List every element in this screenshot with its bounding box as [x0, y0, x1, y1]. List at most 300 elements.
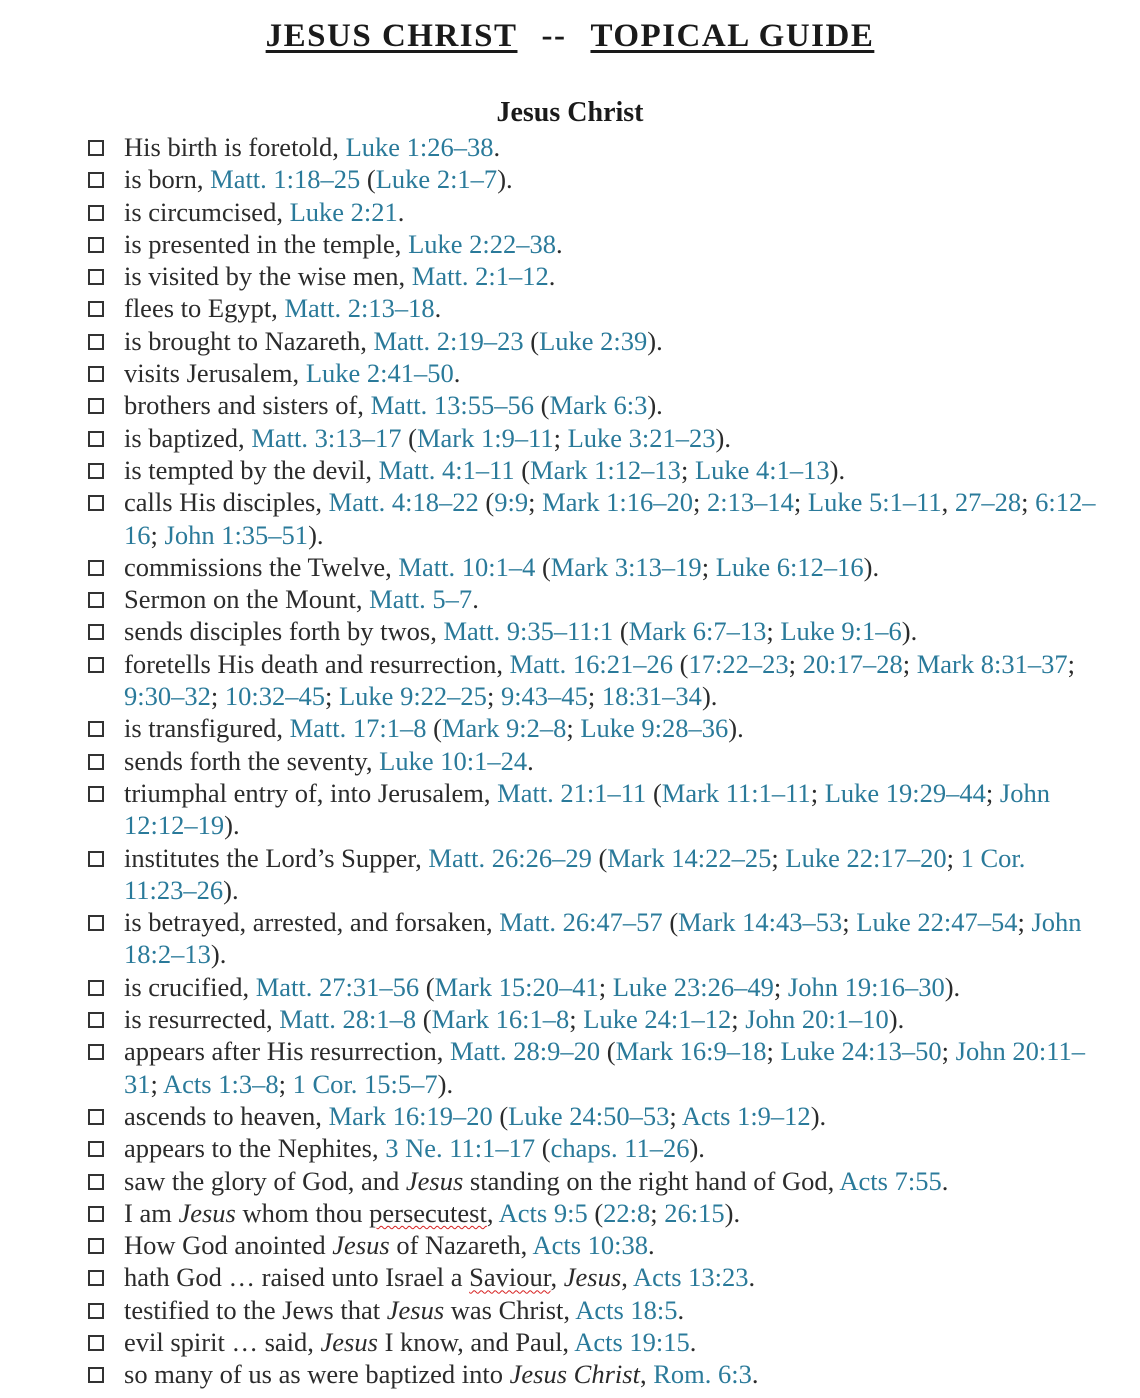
entry-text [124, 842, 1098, 907]
text-segment: ; [985, 777, 1000, 808]
checkbox[interactable] [88, 915, 104, 931]
text-segment: . [677, 1294, 685, 1325]
scripture-reference-link[interactable]: Matt. 17:1–8 [289, 713, 427, 744]
text-segment: ). [308, 519, 324, 550]
text-segment: evil spirit … said, [124, 1326, 321, 1357]
text-segment: commissions the Twelve, [124, 551, 399, 582]
list-item [88, 615, 1098, 647]
entry-text [124, 163, 1098, 195]
scripture-reference-link[interactable]: Acts 19:15 [574, 1326, 690, 1357]
emphasized-text: Jesus Christ [509, 1359, 640, 1390]
text-segment: . [453, 358, 461, 389]
text-segment: so many of us as were baptized into [124, 1359, 510, 1390]
text-segment: I am [124, 1197, 179, 1228]
checkbox[interactable] [88, 301, 104, 317]
scripture-reference-link[interactable]: Acts 10:38 [532, 1230, 649, 1261]
text-segment: is resurrected, [124, 1004, 280, 1035]
list-item [88, 1197, 1098, 1229]
scripture-reference-link[interactable]: Luke 22:17–20 [785, 842, 947, 873]
text-segment: ascends to heaven, [124, 1100, 329, 1131]
scripture-reference-link[interactable]: 9:30–32 [124, 681, 211, 712]
scripture-reference-link[interactable]: Luke 2:39 [539, 325, 648, 356]
checkbox[interactable] [88, 140, 104, 156]
scripture-reference-link[interactable]: Luke 3:21–23 [567, 422, 716, 453]
checkbox[interactable] [88, 560, 104, 576]
scripture-reference-link[interactable]: Mark 1:9–11 [416, 422, 554, 453]
checkbox[interactable] [88, 1044, 104, 1060]
checkbox[interactable] [88, 237, 104, 253]
checkbox[interactable] [88, 980, 104, 996]
scripture-reference-link[interactable]: Luke 9:1–6 [780, 616, 902, 647]
scripture-reference-link[interactable]: Mark 6:3 [549, 390, 648, 421]
scripture-reference-link[interactable]: Matt. 21:1–11 [497, 777, 647, 808]
title-right: TOPICAL GUIDE [590, 18, 875, 54]
scripture-reference-link[interactable]: Mark 8:31–37 [916, 648, 1068, 679]
scripture-reference-link[interactable]: 1 Cor. 11:23–26 [124, 842, 1026, 905]
entry-text [124, 196, 1098, 228]
scripture-reference-link[interactable]: Luke 24:13–50 [780, 1036, 942, 1067]
emphasized-text: Jesus [386, 1294, 445, 1325]
text-segment: ). [701, 681, 718, 712]
text-segment: ( [600, 1036, 616, 1067]
text-segment: ). [210, 939, 227, 970]
scripture-reference-link[interactable]: Mark 14:43–53 [678, 907, 843, 938]
checkbox[interactable] [88, 624, 104, 640]
scripture-reference-link[interactable]: 22:8 [603, 1197, 651, 1228]
text-segment: ; [566, 713, 581, 744]
text-segment: . [397, 196, 405, 227]
text-segment: is tempted by the devil, [124, 454, 379, 485]
list-item [88, 583, 1098, 615]
list-item [88, 1100, 1098, 1132]
text-segment: , [621, 1262, 633, 1293]
scripture-reference-link[interactable]: 17:22–23 [688, 648, 789, 679]
scripture-reference-link[interactable]: Matt. 26:47–57 [499, 907, 663, 938]
scripture-reference-link[interactable]: Matt. 5–7 [369, 584, 473, 615]
scripture-reference-link[interactable]: Matt. 2:13–18 [284, 293, 435, 324]
text-segment: is transfigured, [124, 713, 290, 744]
text-segment: ; [701, 551, 716, 582]
checkbox[interactable] [88, 269, 104, 285]
scripture-reference-link[interactable]: 27–28 [954, 487, 1022, 518]
checkbox[interactable] [88, 754, 104, 770]
text-segment: foretells His death and resurrection, [124, 648, 510, 679]
text-segment: ; [902, 648, 917, 679]
list-item [88, 777, 1098, 842]
text-segment: ( [662, 907, 679, 938]
text-segment: is presented in the temple, [124, 228, 409, 259]
scripture-reference-link[interactable]: Matt. 2:1–12 [411, 261, 549, 292]
emphasized-text: Jesus [563, 1262, 622, 1293]
entry-text [124, 422, 1098, 454]
entry-text [124, 131, 1098, 163]
text-segment: triumphal entry of, into Jerusalem, [124, 777, 498, 808]
text-segment: ). [647, 390, 663, 421]
text-segment: ). [715, 422, 731, 453]
text-segment: ). [223, 874, 239, 905]
scripture-reference-link[interactable]: John 19:16–30 [787, 971, 945, 1002]
spellcheck-flagged-word: persecutest [369, 1197, 487, 1228]
list-item [88, 1358, 1098, 1390]
scripture-reference-link[interactable]: 9:43–45 [500, 681, 588, 712]
emphasized-text: Jesus [320, 1326, 378, 1357]
scripture-reference-link[interactable]: Mark 6:7–13 [628, 616, 767, 647]
text-segment: ). [829, 454, 846, 485]
scripture-reference-link[interactable]: Matt. 28:1–8 [279, 1004, 417, 1035]
list-item [88, 1132, 1098, 1164]
list-item [88, 1035, 1098, 1100]
list-item [88, 131, 1098, 163]
scripture-reference-link[interactable]: Acts 9:5 [498, 1197, 588, 1228]
text-segment: How God anointed [124, 1230, 333, 1261]
text-segment: ( [401, 422, 417, 453]
entry-text [124, 1294, 1098, 1326]
entry-text [124, 486, 1098, 551]
text-segment: ; [766, 1036, 781, 1067]
scripture-reference-link[interactable]: Mark 16:9–18 [615, 1036, 767, 1067]
text-segment: ( [360, 164, 376, 195]
text-segment: ; [793, 487, 808, 518]
text-segment: ; [1021, 487, 1036, 518]
list-item [88, 486, 1098, 551]
checkbox[interactable] [88, 1270, 104, 1286]
scripture-reference-link[interactable]: Matt. 3:13–17 [251, 422, 402, 453]
entry-text [124, 260, 1098, 292]
scripture-reference-link[interactable]: John 20:11–31 [124, 1036, 1085, 1099]
list-item [88, 906, 1098, 971]
text-segment: is betrayed, arrested, and forsaken, [124, 907, 500, 938]
scripture-reference-link[interactable]: Matt. 2:19–23 [373, 325, 524, 356]
scripture-reference-link[interactable]: Mark 14:22–25 [607, 842, 772, 873]
scripture-reference-link[interactable]: Mark 1:16–20 [542, 487, 694, 518]
scripture-reference-link[interactable]: Luke 24:50–53 [508, 1100, 670, 1131]
text-segment: ; [587, 681, 602, 712]
text-segment: ; [569, 1004, 584, 1035]
entry-text [124, 292, 1098, 324]
scripture-reference-link[interactable]: Acts 1:9–12 [681, 1100, 811, 1131]
text-segment: brothers and sisters of, [124, 390, 371, 421]
checkbox[interactable] [88, 205, 104, 221]
scripture-reference-link[interactable]: Acts 1:3–8 [163, 1068, 279, 1099]
text-segment: Sermon on the Mount, [124, 584, 370, 615]
entry-text [124, 454, 1098, 486]
text-segment: . [434, 293, 442, 324]
text-segment: of Nazareth, [389, 1230, 533, 1261]
text-segment: I know, and Paul, [377, 1326, 575, 1357]
text-segment: ; [150, 519, 165, 550]
scripture-reference-link[interactable]: Matt. 4:1–11 [378, 454, 515, 485]
checkbox[interactable] [88, 1206, 104, 1222]
entry-text [124, 325, 1098, 357]
text-segment: ; [842, 907, 857, 938]
entry-text [124, 1197, 1098, 1229]
text-segment: , [941, 487, 955, 518]
text-segment: ; [946, 842, 961, 873]
text-segment: is born, [124, 164, 211, 195]
scripture-reference-link[interactable]: Matt. 13:55–56 [370, 390, 534, 421]
list-item [88, 1003, 1098, 1035]
scripture-reference-link[interactable]: Luke 2:41–50 [305, 358, 454, 389]
scripture-reference-link[interactable]: Luke 24:1–12 [583, 1004, 732, 1035]
entry-text [124, 906, 1098, 971]
checkbox[interactable] [88, 1335, 104, 1351]
text-segment: saw the glory of God, and [124, 1165, 406, 1196]
text-segment: institutes the Lord’s Supper, [124, 842, 429, 873]
scripture-reference-link[interactable]: 2:13–14 [707, 487, 794, 518]
list-item [88, 196, 1098, 228]
text-segment: sends disciples forth by twos, [124, 616, 444, 647]
text-segment: ( [587, 1197, 604, 1228]
scripture-reference-link[interactable]: Luke 9:28–36 [580, 713, 729, 744]
scripture-reference-link[interactable]: Matt. 26:26–29 [428, 842, 592, 873]
text-segment: ( [416, 1004, 432, 1035]
text-segment: . [689, 1326, 697, 1357]
scripture-reference-link[interactable]: Acts 7:55 [839, 1165, 942, 1196]
checkbox[interactable] [88, 721, 104, 737]
checkbox[interactable] [88, 334, 104, 350]
text-segment: visits Jerusalem, [124, 358, 306, 389]
scripture-reference-link[interactable]: chaps. 11–26 [550, 1133, 690, 1164]
entry-text [124, 551, 1098, 583]
text-segment: ; [680, 454, 695, 485]
scripture-reference-link[interactable]: 20:17–28 [802, 648, 903, 679]
text-segment: ; [941, 1036, 956, 1067]
spellcheck-flagged-word: Saviour [469, 1262, 551, 1293]
scripture-reference-link[interactable]: Mark 15:20–41 [434, 971, 599, 1002]
text-segment: ( [613, 616, 629, 647]
scripture-reference-link[interactable]: Luke 23:26–49 [612, 971, 774, 1002]
scripture-reference-link[interactable]: 3 Ne. 11:1–17 [385, 1133, 536, 1164]
entry-text [124, 971, 1098, 1003]
text-segment: testified to the Jews that [124, 1294, 387, 1325]
scripture-reference-link[interactable]: Mark 3:13–19 [550, 551, 702, 582]
list-item [88, 325, 1098, 357]
checkbox[interactable] [88, 1367, 104, 1383]
text-segment: ; [669, 1100, 682, 1131]
entry-text [124, 648, 1098, 713]
text-segment: . [548, 261, 556, 292]
scripture-reference-link[interactable]: Luke 9:22–25 [339, 681, 487, 712]
text-segment: ; [773, 971, 788, 1002]
scripture-reference-link[interactable]: Matt. 1:18–25 [210, 164, 361, 195]
scripture-reference-link[interactable]: Matt. 9:35–11:1 [443, 616, 614, 647]
text-segment: ( [492, 1100, 509, 1131]
list-item [88, 712, 1098, 744]
checkbox[interactable] [88, 1109, 104, 1125]
text-segment: appears to the Nephites, [124, 1133, 386, 1164]
text-segment: ( [478, 487, 495, 518]
text-segment: . [493, 132, 501, 162]
list-item [88, 454, 1098, 486]
text-segment: ; [553, 422, 568, 453]
entry-text [124, 389, 1098, 421]
entry-text [124, 357, 1098, 389]
scripture-reference-link[interactable]: 9:9 [494, 487, 529, 518]
text-segment: His birth is foretold, [124, 132, 346, 162]
scripture-reference-link[interactable]: Matt. 28:9–20 [449, 1036, 601, 1067]
entry-text [124, 1358, 1098, 1390]
scripture-reference-link[interactable]: John 1:35–51 [164, 519, 309, 550]
text-segment: ; [810, 777, 825, 808]
scripture-reference-link[interactable]: Luke 19:29–44 [824, 777, 986, 808]
checkbox[interactable] [88, 786, 104, 802]
scripture-reference-link[interactable]: Matt. 10:1–4 [398, 551, 536, 582]
checkbox[interactable] [88, 1141, 104, 1157]
title-separator: -- [541, 18, 567, 54]
text-segment: is visited by the wise men, [124, 261, 412, 292]
list-item [88, 1326, 1098, 1358]
text-segment: , [486, 1197, 499, 1228]
scripture-reference-link[interactable]: John 18:2–13 [124, 907, 1082, 970]
scripture-reference-link[interactable]: Luke 2:21 [289, 196, 398, 227]
checkbox[interactable] [88, 366, 104, 382]
entry-text [124, 1165, 1098, 1197]
scripture-reference-link[interactable]: 26:15 [664, 1197, 725, 1228]
topic-list [88, 131, 1098, 1391]
text-segment: ( [533, 390, 550, 421]
entry-text [124, 745, 1098, 777]
text-segment: ( [426, 713, 442, 744]
text-segment: is brought to Nazareth, [124, 325, 374, 356]
checkbox[interactable] [88, 495, 104, 511]
entry-text [124, 228, 1098, 260]
text-segment: ( [535, 551, 551, 582]
entry-text [124, 1229, 1098, 1261]
list-item [88, 971, 1098, 1003]
checkbox[interactable] [88, 398, 104, 414]
checkbox[interactable] [88, 1174, 104, 1190]
scripture-reference-link[interactable]: Mark 9:2–8 [441, 713, 567, 744]
text-segment: . [472, 584, 479, 615]
text-segment: ( [419, 971, 435, 1002]
list-item [88, 1294, 1098, 1326]
checkbox[interactable] [88, 592, 104, 608]
text-segment: . [941, 1165, 949, 1196]
checkbox[interactable] [88, 1238, 104, 1254]
scripture-reference-link[interactable]: Matt. 27:31–56 [255, 971, 420, 1002]
entry-text [124, 583, 1098, 615]
scripture-reference-link[interactable]: 1 Cor. 15:5–7 [292, 1068, 438, 1099]
list-item [88, 648, 1098, 713]
checkbox[interactable] [88, 657, 104, 673]
text-segment: ; [650, 1197, 665, 1228]
text-segment: , [550, 1262, 564, 1293]
scripture-reference-link[interactable]: 6:12–16 [124, 487, 1096, 550]
scripture-reference-link[interactable]: Acts 13:23 [632, 1262, 749, 1293]
text-segment: ; [731, 1004, 746, 1035]
scripture-reference-link[interactable]: Mark 1:12–13 [530, 454, 681, 485]
text-segment: was Christ, [444, 1294, 576, 1325]
text-segment: calls His disciples, [124, 487, 329, 518]
scripture-reference-link[interactable]: Luke 5:1–11 [807, 487, 942, 518]
text-segment: ). [810, 1100, 827, 1131]
text-segment: is circumcised, [124, 196, 290, 227]
list-item [88, 357, 1098, 389]
text-segment: ). [863, 551, 880, 582]
text-segment: ). [944, 971, 961, 1002]
text-segment: ). [728, 713, 744, 744]
entry-text [124, 712, 1098, 744]
text-segment: ). [497, 164, 513, 195]
title-left: JESUS CHRIST [265, 18, 518, 54]
checkbox[interactable] [88, 431, 104, 447]
text-segment: ; [210, 681, 225, 712]
text-segment: hath God … raised unto Israel a [124, 1262, 470, 1293]
text-segment: appears after His resurrection, [124, 1036, 450, 1067]
checkbox[interactable] [88, 1303, 104, 1319]
text-segment: ( [523, 325, 540, 356]
text-segment: ; [150, 1068, 164, 1099]
list-item [88, 745, 1098, 777]
scripture-reference-link[interactable]: Luke 4:1–13 [694, 454, 830, 485]
text-segment: flees to Egypt, [124, 293, 285, 324]
scripture-reference-link[interactable]: Matt. 4:18–22 [328, 487, 479, 518]
text-segment: ( [591, 842, 608, 873]
text-segment: ; [788, 648, 803, 679]
scripture-reference-link[interactable]: Mark 16:19–20 [328, 1100, 493, 1131]
scripture-reference-link[interactable]: Luke 22:47–54 [856, 907, 1018, 938]
text-segment: ). [437, 1068, 454, 1099]
scripture-reference-link[interactable]: Acts 18:5 [575, 1294, 678, 1325]
list-item [88, 1261, 1098, 1293]
text-segment: ( [535, 1133, 551, 1164]
list-item [88, 389, 1098, 421]
list-item [88, 260, 1098, 292]
scripture-reference-link[interactable]: Luke 10:1–24 [379, 745, 528, 776]
checkbox[interactable] [88, 1012, 104, 1028]
scripture-reference-link[interactable]: Mark 11:1–11 [661, 777, 811, 808]
text-segment: ). [888, 1004, 905, 1035]
entry-text [124, 1003, 1098, 1035]
entry-text [124, 777, 1098, 842]
scripture-reference-link[interactable]: Luke 2:1–7 [375, 164, 498, 195]
list-item [88, 551, 1098, 583]
entry-text [124, 1035, 1098, 1100]
list-item [88, 228, 1098, 260]
text-segment: ( [514, 454, 531, 485]
text-segment: . [648, 1230, 655, 1261]
checkbox[interactable] [88, 851, 104, 867]
checkbox[interactable] [88, 463, 104, 479]
text-segment: ; [278, 1068, 293, 1099]
text-segment: . [748, 1262, 756, 1293]
list-item [88, 163, 1098, 195]
scripture-reference-link[interactable]: Mark 16:1–8 [431, 1004, 570, 1035]
text-segment: is crucified, [124, 971, 256, 1002]
text-segment: ; [771, 842, 786, 873]
scripture-reference-link[interactable]: Luke 1:26–38 [345, 132, 494, 162]
scripture-reference-link[interactable]: Luke 6:12–16 [715, 551, 864, 582]
scripture-reference-link[interactable]: Luke 2:22–38 [408, 228, 556, 259]
scripture-reference-link[interactable]: John 20:1–10 [745, 1004, 889, 1035]
text-segment: sends forth the seventy, [124, 745, 380, 776]
text-segment: ; [693, 487, 708, 518]
checkbox[interactable] [88, 172, 104, 188]
entry-text [124, 1261, 1098, 1293]
list-item [88, 1229, 1098, 1261]
text-segment: ). [647, 325, 663, 356]
emphasized-text: Jesus [332, 1230, 390, 1261]
text-segment: ; [1017, 907, 1032, 938]
scripture-reference-link[interactable]: 10:32–45 [224, 681, 325, 712]
scripture-reference-link[interactable]: 18:31–34 [601, 681, 702, 712]
scripture-reference-link[interactable]: Matt. 16:21–26 [509, 648, 674, 679]
text-segment: ). [901, 616, 918, 647]
scripture-reference-link[interactable]: John 12:12–19 [124, 777, 1050, 841]
scripture-reference-link[interactable]: Rom. 6:3 [653, 1359, 752, 1390]
text-segment: ; [486, 681, 501, 712]
text-segment: whom thou [235, 1197, 370, 1228]
